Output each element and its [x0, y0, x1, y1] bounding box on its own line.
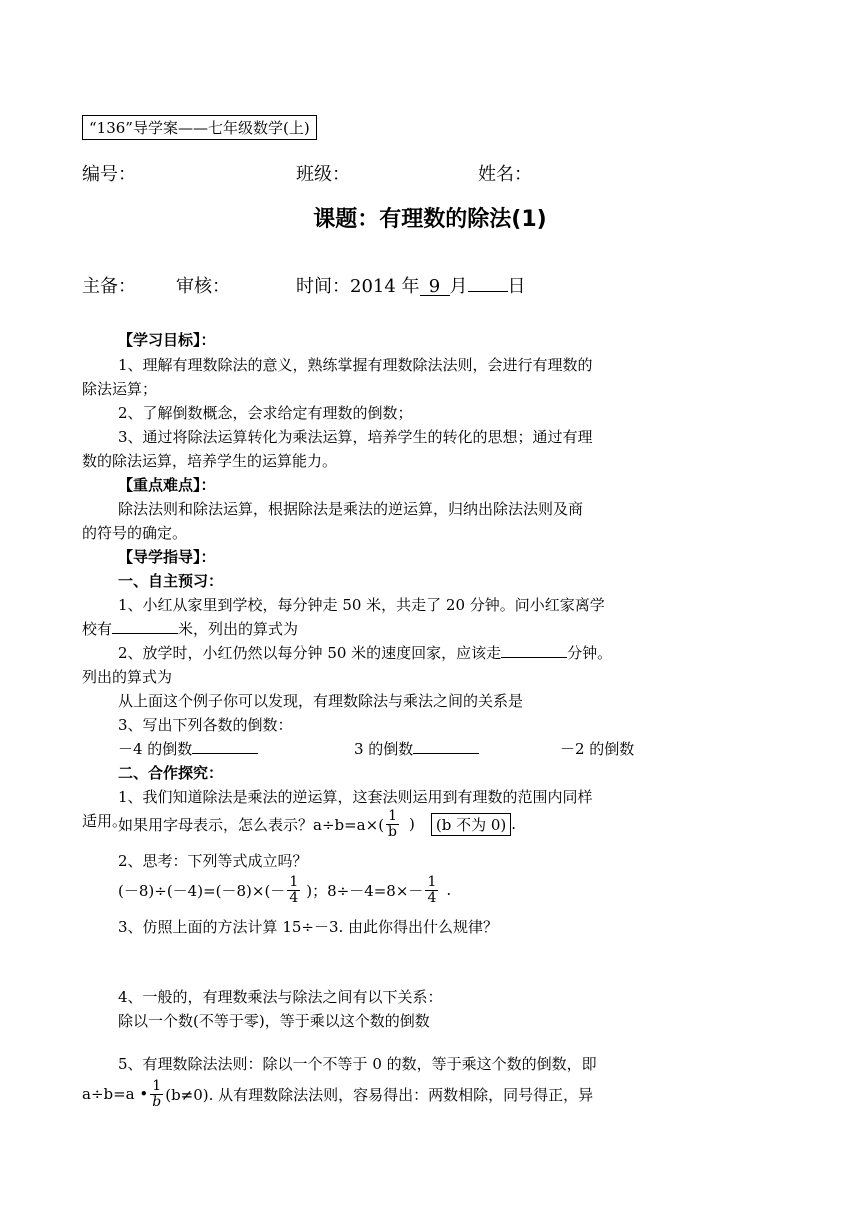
goals-heading: 【学习目标】：	[118, 331, 216, 349]
reciprocal-1-label: －4 的倒数	[118, 740, 193, 758]
header-box: “136”导学案——七年级数学(上)	[82, 115, 317, 140]
explore-4b: 除以一个数(不等于零)，等于乘以这个数的倒数	[118, 1012, 430, 1030]
equation-a: (－8)÷(－4)=(－8)×(－	[118, 881, 286, 900]
reciprocal-2-label: 3 的倒数	[354, 740, 414, 758]
blank-distance	[112, 633, 178, 634]
name-label: 姓名：	[478, 164, 532, 185]
fraction-den: b	[152, 1093, 162, 1110]
goal-3b: 数的除法运算，培养学生的运算能力。	[82, 452, 338, 470]
guide-heading: 【导学指导】：	[118, 548, 216, 566]
explore-1a: 1、我们知道除法是乘法的逆运算，这套法则运用到有理数的范围内同样	[118, 788, 593, 806]
month-value: 9	[420, 279, 450, 296]
formula-close: )	[409, 815, 415, 833]
time-prefix: 时间：2014 年	[296, 276, 420, 297]
preview-2a-post: 分钟。	[567, 644, 613, 662]
explore-1c	[118, 806, 516, 842]
preview-2c: 从上面这个例子你可以发现，有理数除法与乘法之间的关系是	[118, 692, 524, 710]
fraction-1-over-b-2	[150, 1079, 163, 1110]
explore-5b	[82, 1074, 593, 1114]
reciprocal-1	[118, 738, 258, 759]
preview-2b: 列出的算式为	[82, 668, 173, 686]
section-2-heading: 二、合作探究：	[118, 764, 224, 782]
explore-1b: 适用。	[82, 812, 128, 830]
blank-reciprocal-2	[413, 753, 479, 754]
preview-1b-post: 米，列出的算式为	[178, 620, 299, 638]
fraction-1-over-4-b	[425, 875, 438, 906]
condition-box: (b 不为 0)	[431, 813, 511, 836]
preview-1b	[82, 618, 298, 639]
key-1b: 的符号的确定。	[82, 524, 188, 542]
day-blank	[468, 291, 508, 292]
fraction-num: 1	[386, 809, 399, 825]
day-suffix: 日	[507, 276, 526, 297]
time-line	[296, 272, 526, 298]
fraction-num: 1	[289, 873, 299, 890]
blank-minutes	[501, 657, 567, 658]
rule-pre: a÷b=a •	[82, 1085, 149, 1103]
equation-c: .	[446, 881, 452, 899]
fraction-den: 4	[427, 889, 437, 906]
explore-2-equations	[118, 870, 451, 910]
goal-1b: 除法运算；	[82, 380, 158, 398]
fraction-num: 1	[427, 873, 437, 890]
fraction-num: 1	[150, 1079, 163, 1095]
fraction-1-over-4-a	[287, 875, 300, 906]
explore-4: 4、一般的，有理数乘法与除法之间有以下关系：	[118, 988, 443, 1006]
goal-2: 2、了解倒数概念，会求给定有理数的倒数；	[118, 404, 413, 422]
section-1-heading: 一、自主预习：	[118, 572, 224, 590]
reciprocal-2	[354, 738, 479, 759]
goal-1a: 1、理解有理数除法的意义，熟练掌握有理数除法法则，会进行有理数的	[118, 356, 593, 374]
fraction-den: 4	[289, 889, 299, 906]
number-label: 编号：	[82, 164, 136, 185]
reciprocal-3: －2 的倒数	[560, 740, 635, 758]
goal-3a: 3、通过将除法运算转化为乘法运算，培养学生的转化的思想；通过有理	[118, 428, 593, 446]
key-heading: 【重点难点】：	[118, 476, 216, 494]
preparer-label: 主备：	[82, 276, 136, 297]
preview-2a-pre: 2、放学时，小红仍然以每分钟 50 米的速度回家，应该走	[118, 644, 502, 662]
equation-b: )；8÷－4=8×－	[306, 881, 424, 900]
explore-5a: 5、有理数除法法则：除以一个不等于 0 的数，等于乘这个数的倒数，即	[118, 1055, 597, 1073]
preview-1b-pre: 校有	[82, 620, 113, 638]
preview-2a	[118, 642, 612, 663]
rule-post: (b≠0). 从有理数除法法则，容易得出：两数相除，同号得正，异	[165, 1085, 594, 1104]
fraction-den: b	[388, 823, 398, 840]
blank-reciprocal-1	[192, 753, 258, 754]
reviewer-label: 审核：	[176, 276, 230, 297]
fraction-1-over-b	[386, 809, 399, 840]
preview-3: 3、写出下列各数的倒数：	[118, 716, 293, 734]
explore-2: 2、思考：下列等式成立吗？	[118, 852, 308, 870]
page-title: 课题：有理数的除法(1)	[313, 207, 547, 232]
month-suffix: 月	[449, 276, 468, 297]
formula-pre: 如果用字母表示，怎么表示？a÷b=a×(	[118, 815, 385, 834]
explore-3: 3、仿照上面的方法计算 15÷－3. 由此你得出什么规律？	[118, 918, 499, 936]
key-1a: 除法法则和除法运算，根据除法是乘法的逆运算，归纳出除法法则及商	[118, 500, 584, 518]
preview-1a: 1、小红从家里到学校，每分钟走 50 米，共走了 20 分钟。问小红家离学	[118, 596, 605, 614]
formula-end: .	[511, 815, 517, 833]
class-label: 班级：	[296, 164, 350, 185]
